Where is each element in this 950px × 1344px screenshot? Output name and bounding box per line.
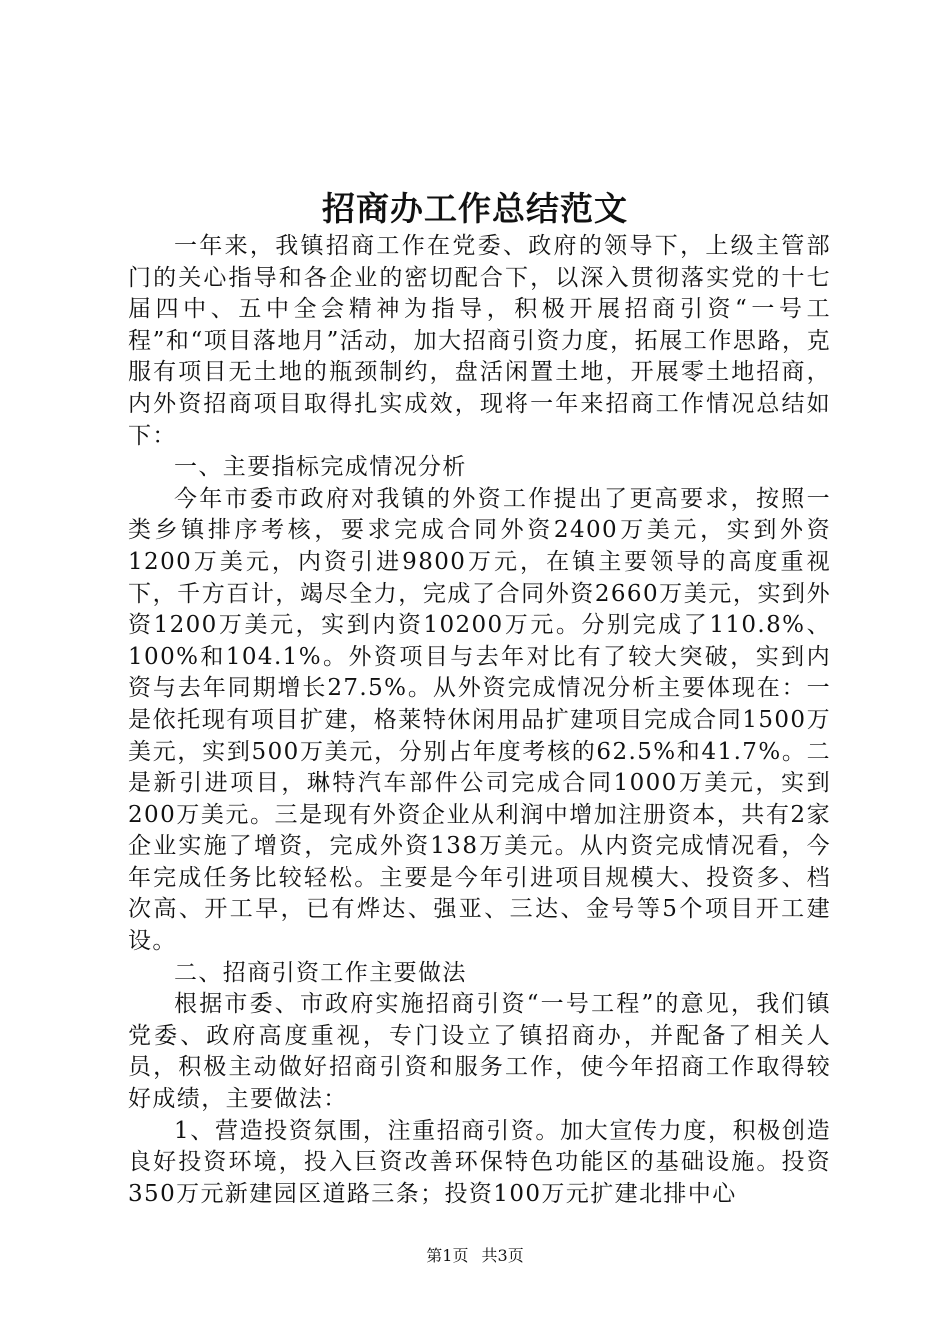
section-2-item-1: 1、营造投资氛围，注重招商引资。加大宣传力度，积极创造良好投资环境，投入巨资改善环保特色功能区的基础设施。投资350万元新建园区道路三条；投资100万元扩建北排中心 — [128, 1117, 831, 1207]
intro-paragraph: 一年来，我镇招商工作在党委、政府的领导下，上级主管部门的关心指导和各企业的密切配合下，以深入贯彻落实党的十七届四中、五中全会精神为指导，积极开展招商引资“一号工程”和“项目落地月”活动，加大招商引资力度，拓展工作思路，克服有项目无土地的瓶颈制约，盘活闲置土地，开展零土地招商，内外资招商项目取得扎实成效，现将一年来招商工作情况总结如下： — [128, 233, 831, 449]
page-footer — [0, 1245, 950, 1267]
section-1-paragraph: 今年市委市政府对我镇的外资工作提出了更高要求，按照一类乡镇排序考核，要求完成合同外资2400万美元，实到外资1200万美元，内资引进9800万元，在镇主要领导的高度重视下，千方百计，竭尽全力，完成了合同外资2660万美元，实到外资1200万美元，实到内资10200万元。分别完成了110.8%、100%和104.1%。外资项目与去年对比有了较大突破，实到内资与去年同期增长27.5%。从外资完成情况分析主要体现在：一是依托现有项目扩建，格莱特休闲用品扩建项目完成合同1500万美元，实到500万美元，分别占年度考核的62.5%和41.7%。二是新引进项目，琳特汽车部件公司完成合同1000万美元，实到200万美元。三是现有外资企业从利润中增加注册资本，共有2家企业实施了增资，完成外资138万美元。从内资完成情况看，今年完成任务比较轻松。主要是今年引进项目规模大、投资多、档次高、开工早，已有烨达、强亚、三达、金号等5个项目开工建设。 — [128, 485, 831, 955]
document-body — [128, 231, 831, 1210]
document-title: 招商办工作总结范文 — [322, 189, 628, 228]
page-total: 共3页 — [481, 1246, 524, 1265]
section-2-paragraph: 根据市委、市政府实施招商引资“一号工程”的意见，我们镇党委、政府高度重视，专门设立了镇招商办，并配备了相关人员，积极主动做好招商引资和服务工作，使今年招商工作取得较好成绩，主要做法： — [128, 991, 831, 1113]
section-heading-2: 二、招商引资工作主要做法 — [174, 959, 467, 986]
page-number: 第1页 — [426, 1246, 469, 1265]
section-heading-1: 一、主要指标完成情况分析 — [174, 454, 467, 481]
